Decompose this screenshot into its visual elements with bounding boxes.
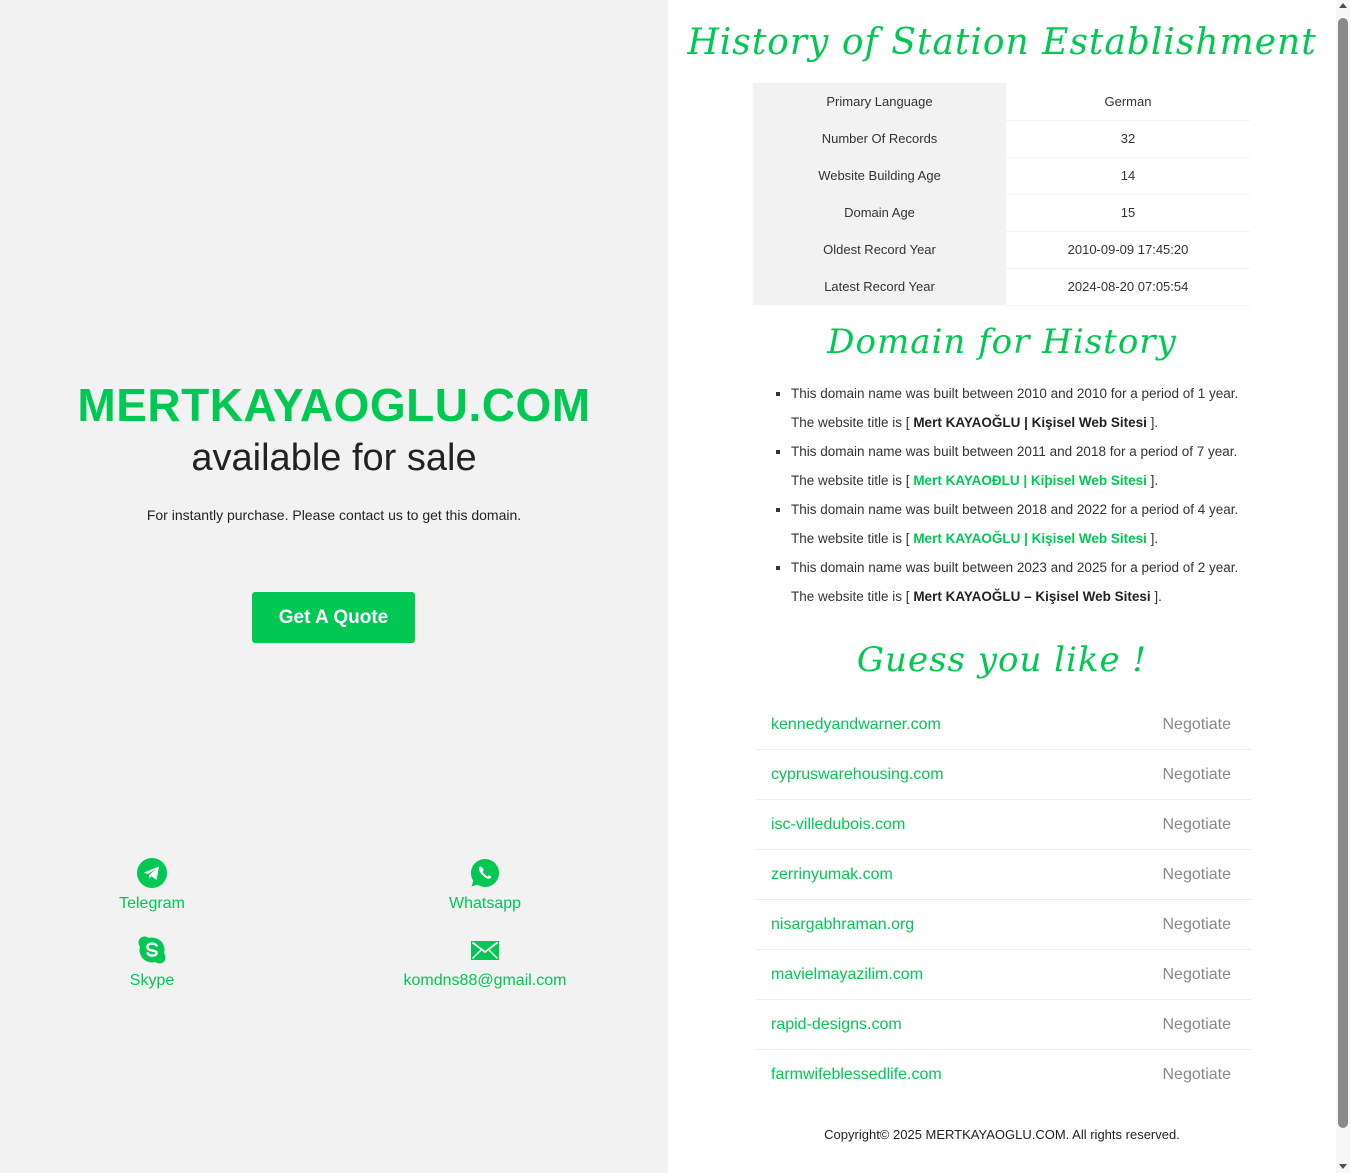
suggested-domains-list (756, 700, 1251, 1100)
history-end: ]. (1150, 589, 1162, 604)
info-key: Oldest Record Year (753, 231, 1006, 268)
list-item (791, 495, 1253, 553)
domain-price: Negotiate (1162, 715, 1231, 733)
domain-price: Negotiate (1162, 1015, 1231, 1033)
history-text: This domain name was built between 2018 and 2022 for a period of 4 year. The website title is [ (791, 502, 1239, 546)
domain-price: Negotiate (1162, 915, 1231, 933)
domain-link[interactable]: rapid-designs.com (771, 1015, 902, 1033)
domain-row (756, 1050, 1251, 1100)
domain-link[interactable]: kennedyandwarner.com (771, 715, 941, 733)
scroll-thumb[interactable] (1338, 18, 1348, 1128)
domain-row (756, 700, 1251, 750)
telegram-link[interactable] (2, 857, 302, 913)
domain-link[interactable]: farmwifeblessedlife.com (771, 1066, 942, 1083)
domain-name-title: MERTKAYAOGLU.COM (77, 379, 591, 431)
mail-icon (469, 934, 501, 966)
domain-link[interactable]: nisargabhraman.org (771, 915, 915, 933)
telegram-icon (136, 857, 168, 889)
domain-link[interactable]: mavielmayazilim.com (771, 965, 924, 983)
website-title-link[interactable]: Mert KAYAOĞLU | Kişisel Web Sitesi (913, 531, 1147, 546)
station-info-table (753, 83, 1250, 306)
history-text: This domain name was built between 2023 and 2025 for a period of 2 year. The website title is [ (791, 560, 1239, 604)
domain-price: Negotiate (1162, 765, 1231, 783)
info-key: Domain Age (753, 194, 1006, 231)
history-end: ]. (1146, 415, 1159, 430)
website-title: Mert KAYAOĞLU | Kişisel Web Sitesi (913, 415, 1147, 430)
domain-price: Negotiate (1162, 815, 1231, 833)
skype-label: Skype (129, 972, 175, 989)
info-value: German (1006, 83, 1250, 120)
table-row (753, 194, 1250, 231)
domain-row (756, 850, 1251, 900)
right-panel (668, 0, 1336, 1173)
info-key: Latest Record Year (753, 268, 1006, 305)
history-end: ]. (1146, 531, 1159, 546)
domain-row (756, 1000, 1251, 1050)
list-item (791, 553, 1253, 611)
sale-tagline: available for sale (191, 437, 477, 479)
history-text: This domain name was built between 2011 and 2018 for a period of 7 year. The website title is [ (791, 444, 1238, 488)
list-item (791, 379, 1253, 437)
website-title: Mert KAYAOĞLU – Kişisel Web Sitesi (913, 589, 1151, 604)
email-link[interactable] (335, 934, 635, 990)
info-value: 32 (1006, 120, 1250, 157)
whatsapp-label: Whatsapp (448, 895, 522, 912)
list-item (791, 437, 1253, 495)
table-row (753, 157, 1250, 194)
info-value: 2010-09-09 17:45:20 (1006, 231, 1250, 268)
domain-history-heading: Domain for History (827, 322, 1177, 362)
table-row (753, 120, 1250, 157)
table-row (753, 83, 1250, 120)
table-row (753, 231, 1250, 268)
scroll-down-arrow-icon[interactable] (1339, 1164, 1347, 1169)
info-value: 15 (1006, 194, 1250, 231)
email-label: komdns88@gmail.com (403, 972, 567, 989)
domain-price: Negotiate (1162, 1066, 1231, 1083)
info-key: Primary Language (753, 83, 1006, 120)
whatsapp-link[interactable] (335, 857, 635, 913)
get-quote-button[interactable]: Get A Quote (252, 592, 415, 643)
guess-heading: Guess you like ! (856, 640, 1148, 680)
vertical-scrollbar[interactable] (1336, 0, 1350, 1173)
domain-link[interactable]: isc-villedubois.com (771, 815, 906, 833)
info-value: 2024-08-20 07:05:54 (1006, 268, 1250, 305)
domain-row (756, 750, 1251, 800)
telegram-label: Telegram (119, 895, 185, 912)
history-text: This domain name was built between 2010 and 2010 for a period of 1 year. The website title is [ (791, 386, 1239, 430)
info-value: 14 (1006, 157, 1250, 194)
domain-link[interactable]: zerrinyumak.com (771, 865, 893, 883)
domain-row (756, 900, 1251, 950)
info-key: Website Building Age (753, 157, 1006, 194)
table-row (753, 268, 1250, 305)
left-panel (0, 0, 668, 1173)
website-title-link[interactable]: Mert KAYAOÐLU | Kiþisel Web Sitesi (913, 473, 1147, 488)
info-key: Number Of Records (753, 120, 1006, 157)
history-heading: History of Station Establishment (687, 22, 1317, 63)
skype-link[interactable] (2, 934, 302, 990)
domain-link[interactable]: cypruswarehousing.com (771, 765, 944, 783)
domain-row (756, 800, 1251, 850)
purchase-note: For instantly purchase. Please contact us to get this domain. (146, 507, 522, 523)
domain-row (756, 950, 1251, 1000)
domain-history-list (773, 379, 1253, 611)
scroll-up-arrow-icon[interactable] (1339, 3, 1347, 8)
history-end: ]. (1146, 473, 1159, 488)
domain-price: Negotiate (1162, 965, 1231, 983)
domain-price: Negotiate (1162, 865, 1231, 883)
skype-icon (136, 934, 168, 966)
whatsapp-icon (469, 857, 501, 889)
copyright-footer: Copyright© 2025 MERTKAYAOGLU.COM. All rights reserved. (824, 1127, 1180, 1142)
